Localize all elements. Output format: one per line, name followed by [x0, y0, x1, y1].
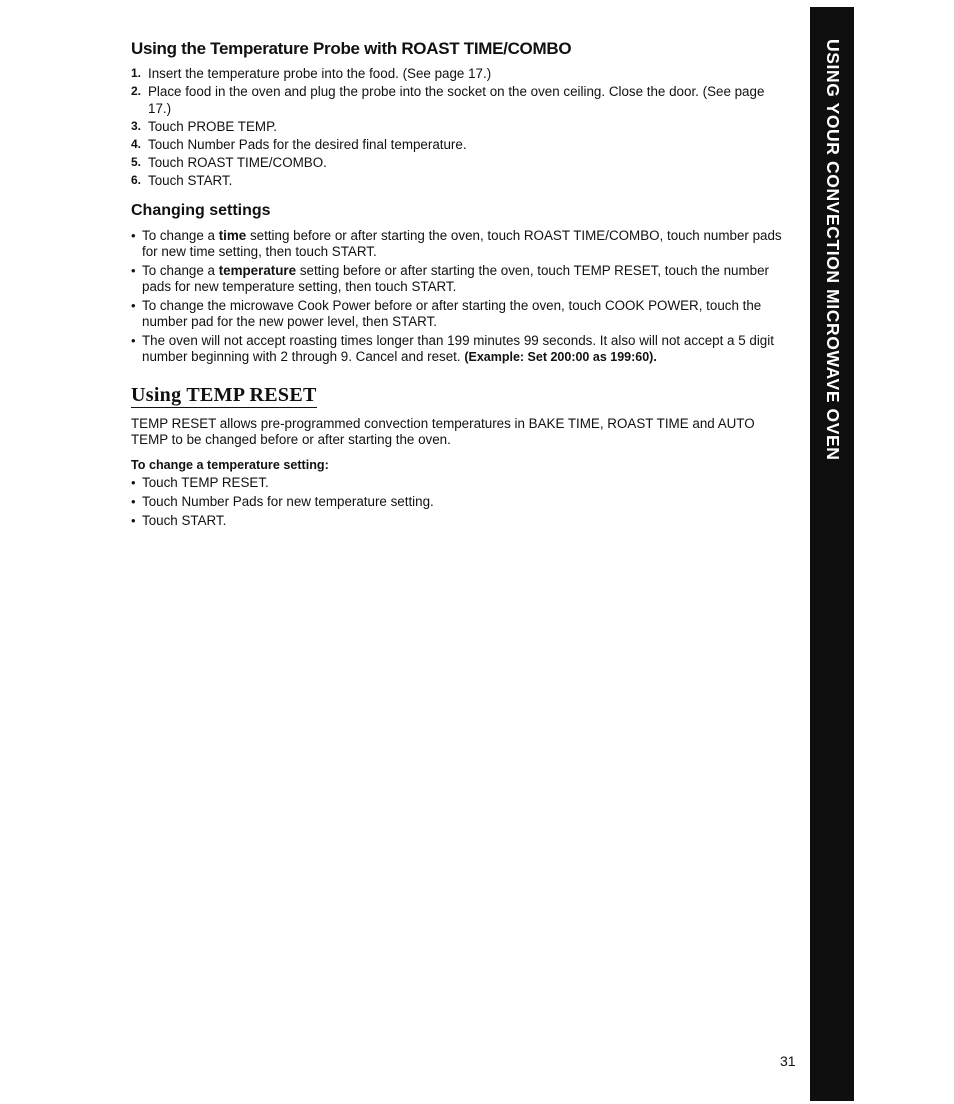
bullet-text: The oven will not accept roasting times longer than 199 minutes 99 seconds. It also will not accept a 5 digit number beginning with 2 through 9. Cancel and reset. — [142, 333, 774, 364]
bullet-icon: • — [131, 298, 136, 313]
probe-steps-list — [131, 65, 791, 189]
step-text: Touch Number Pads for the desired final temperature. — [148, 137, 467, 152]
bullet-text: To change the microwave Cook Power before or after starting the oven, touch COOK POWER, touch the number pad for the new power level, then START. — [142, 298, 762, 329]
step-item — [131, 136, 791, 153]
chapter-side-tab-label: USING YOUR CONVECTION MICROWAVE OVEN — [823, 39, 843, 461]
step-item — [131, 65, 791, 82]
example-text: (Example: Set 200:00 as 199:60). — [464, 350, 657, 364]
step-item — [131, 172, 791, 189]
bullet-item — [131, 298, 791, 330]
bullet-text: Touch Number Pads for new temperature setting. — [142, 494, 434, 509]
temp-reset-subhead: To change a temperature setting: — [131, 458, 329, 472]
step-item — [131, 83, 791, 117]
step-number: 6. — [131, 173, 142, 187]
page-content — [131, 38, 791, 532]
bullet-item — [131, 263, 791, 295]
step-item — [131, 154, 791, 171]
changing-settings-list — [131, 228, 791, 365]
probe-section-title: Using the Temperature Probe with ROAST TIME/COMBO — [131, 39, 572, 58]
bullet-item — [131, 228, 791, 260]
step-text: Place food in the oven and plug the probe into the socket on the oven ceiling. Close the door. (See page 17.) — [148, 84, 765, 116]
bullet-icon: • — [131, 494, 136, 509]
step-number: 2. — [131, 84, 142, 98]
step-text: Touch START. — [148, 173, 233, 188]
bullet-text-bold: temperature — [218, 263, 297, 278]
temp-reset-intro: TEMP RESET allows pre-programmed convection temperatures in BAKE TIME, ROAST TIME and AUTO TEMP to be changed before or after starting the oven. — [131, 416, 755, 447]
step-number: 5. — [131, 155, 142, 169]
page-number: 31 — [780, 1053, 796, 1069]
changing-settings-title: Changing settings — [131, 202, 271, 219]
bullet-item — [131, 333, 791, 365]
bullet-text-post: setting before or after starting the oven, touch ROAST TIME/COMBO, touch number pads for new time setting, then touch START. — [142, 228, 782, 259]
bullet-icon: • — [131, 228, 136, 243]
bullet-item — [131, 475, 791, 491]
bullet-icon: • — [131, 263, 136, 278]
step-text: Insert the temperature probe into the food. (See page 17.) — [148, 66, 492, 81]
bullet-item — [131, 494, 791, 510]
bullet-icon: • — [131, 333, 136, 348]
bullet-text-bold: time — [218, 228, 247, 243]
step-item — [131, 118, 791, 135]
temp-reset-list — [131, 475, 791, 529]
bullet-text-pre: To change a — [142, 228, 219, 243]
bullet-text: Touch TEMP RESET. — [142, 475, 269, 490]
temp-reset-title: Using TEMP RESET — [131, 384, 317, 406]
bullet-text: Touch START. — [142, 513, 227, 528]
step-number: 3. — [131, 119, 142, 133]
step-text: Touch ROAST TIME/COMBO. — [148, 155, 327, 170]
step-text: Touch PROBE TEMP. — [148, 119, 278, 134]
bullet-text-pre: To change a — [142, 263, 219, 278]
step-number: 1. — [131, 66, 142, 80]
bullet-item — [131, 513, 791, 529]
bullet-icon: • — [131, 513, 136, 528]
chapter-side-tab — [810, 7, 854, 1101]
bullet-icon: • — [131, 475, 136, 490]
step-number: 4. — [131, 137, 142, 151]
bullet-text-post: setting before or after starting the oven, touch TEMP RESET, touch the number pads for new temperature setting, then touch START. — [142, 263, 769, 294]
